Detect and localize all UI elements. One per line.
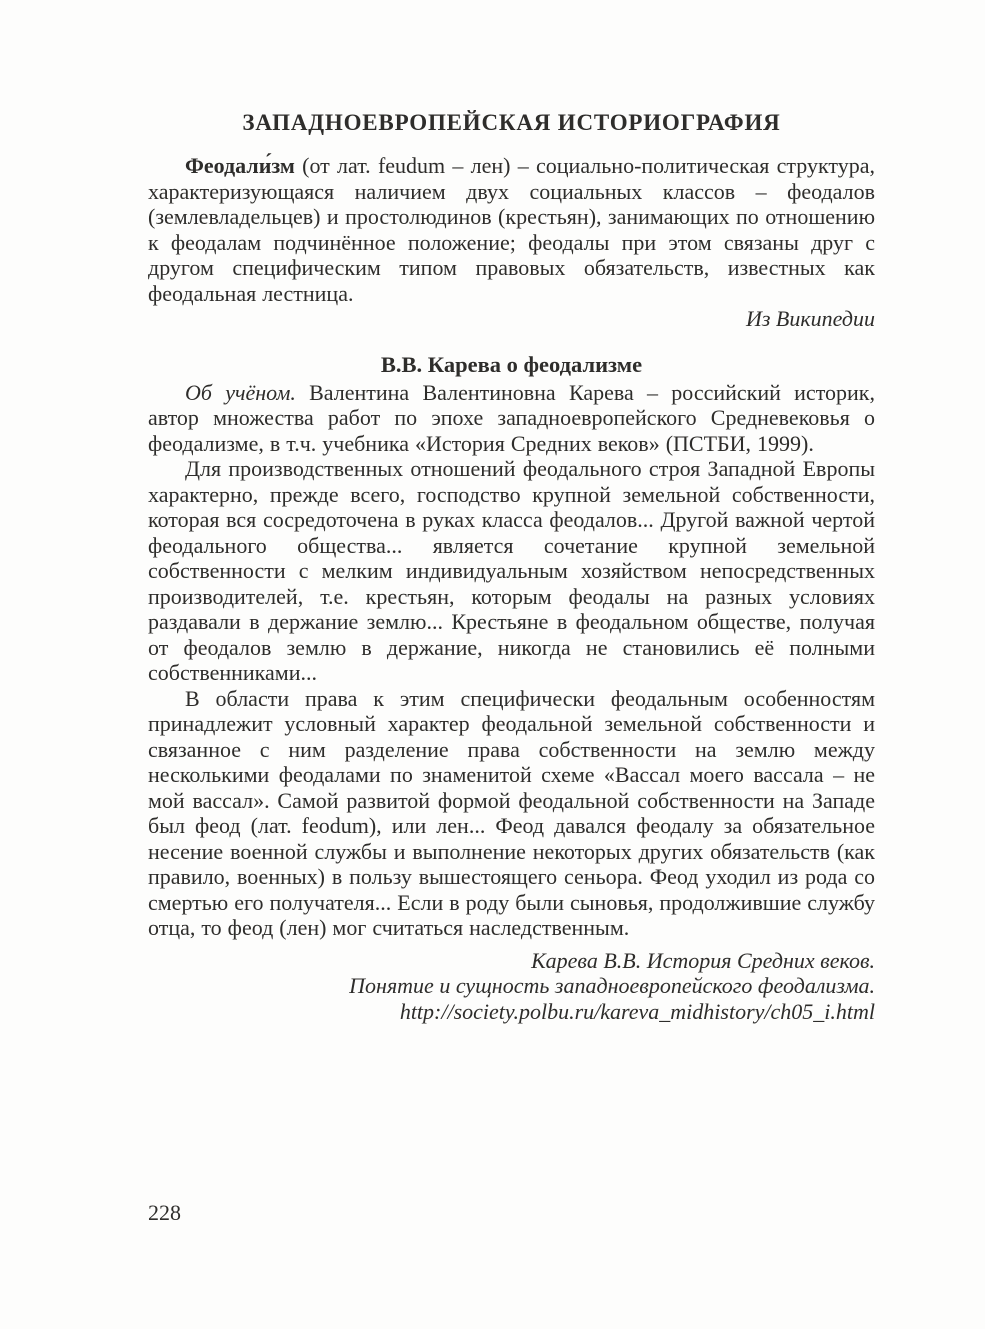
about-lead-phrase: Об учёном. — [185, 379, 296, 405]
about-scholar-paragraph — [148, 380, 875, 457]
source-citation — [148, 948, 875, 1025]
about-paragraph-text: Валентина Валентиновна Карева – российский историк, автор множества работ по эпохе западноевропейского Средневековья о феодализме, в т.ч. учебника «История Средних веков» (ПСТБИ, 1999). — [148, 379, 875, 456]
intro-lead-word: Феодали́зм — [185, 153, 295, 178]
intro-paragraph-text: (от лат. feudum – лен) – социально-политическая структура, характеризующаяся наличием двух социальных классов – феодалов (землевладельцев) и простолюдинов (крестьян), занимающих по отношению к феодалам подчинённое положение; феодалы при этом связаны друг с другом специфическим типом правовых обязательств, известных как феодальная лестница. — [148, 153, 875, 306]
quote-paragraph-2: В области права к этим специфически феодальным особенностям принадлежит условный характер феодальной земельной собственности и связанное с ним разделение права собственности на землю между несколькими феодалами по знаменитой схеме «Вассал моего вассала – не мой вассал». Самой развитой формой феодальной собственности на Западе был феод (лат. feodum), или лен... Феод давался феодалу за обязательное несение военной службы и выполнение некоторых других обязательств (как правило, военных) в пользу вышестоящего сеньора. Феод уходил из рода со смертью его получателя... Если в роду были сыновья, продолжившие службу отца, то феод (лен) мог считаться наследственным. — [148, 685, 875, 940]
page-number: 228 — [148, 1200, 181, 1225]
intro-paragraph — [148, 153, 875, 306]
wikipedia-attribution: Из Википедии — [745, 306, 875, 331]
citation-url: http://society.polbu.ru/kareva_midhistory/ch05_i.html — [399, 998, 875, 1024]
page-title: ЗАПАДНОЕВРОПЕЙСКАЯ ИСТОРИОГРАФИЯ — [242, 110, 781, 135]
section-heading: В.В. Карева о феодализме — [380, 351, 643, 377]
page-content — [148, 110, 875, 1024]
quote-paragraph-1: Для производственных отношений феодального строя Западной Европы характерно, прежде всего, господство крупной земельной собственности, которая вся сосредоточена в руках класса феодалов... Другой важной чертой феодального общества... является сочетание крупной земельной собственности с мелким индивидуальным хозяйством непосредственных производителей, т.е. крестьян, которым феодалы на разных условиях раздавали в держание землю... Крестьяне в феодальном обществе, получая от феодалов землю в держание, никогда не становились её полными собственниками... — [148, 456, 875, 685]
citation-chapter: Понятие и сущность западноевропейского феодализма. — [349, 973, 875, 998]
citation-author-title: Карева В.В. История Средних веков. — [531, 947, 875, 973]
